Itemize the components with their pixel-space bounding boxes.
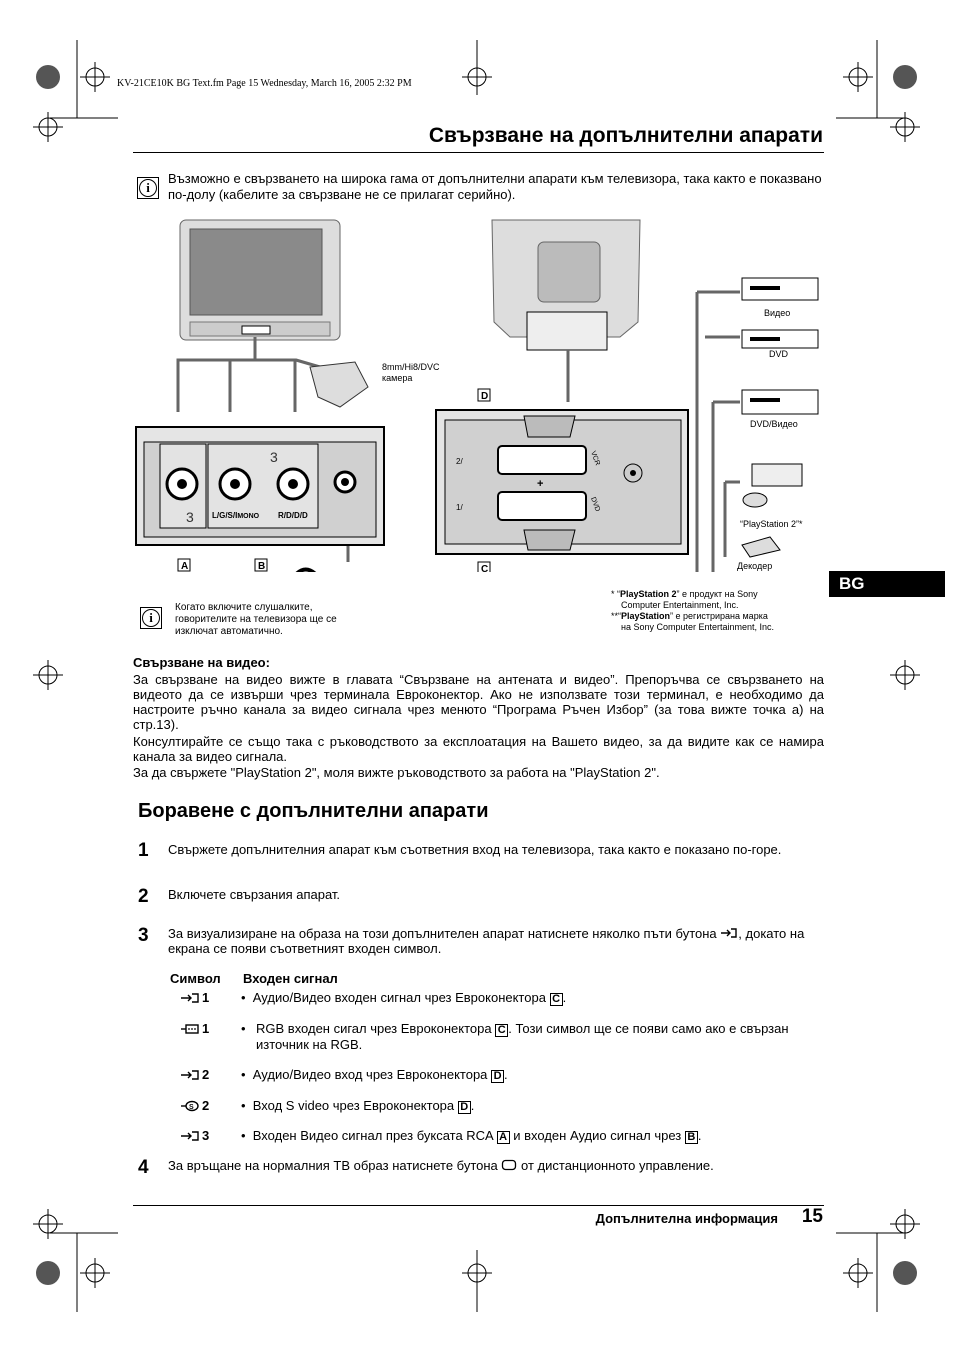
row-4-text: Вход S video чрез Евроконектора	[252, 1098, 455, 1113]
scart-2-label: 2/	[456, 457, 463, 466]
step-3-number: 3	[138, 925, 149, 946]
step-4-text	[168, 1158, 824, 1173]
row-5-symbol-num: 3	[202, 1128, 210, 1143]
fn1-prefix: * “	[611, 589, 620, 599]
row-2-end: . Този символ ще се появи само ако е свързан източник на RGB.	[256, 1021, 789, 1052]
row-1-end: .	[562, 990, 567, 1005]
table-symbol-row-2	[180, 1021, 209, 1036]
scart-1-label: 1/	[456, 503, 463, 512]
video-paragraph-1: За свързване на видео вижте в главата “Свързване на антената и видео”. Препоръчва се свързването на видеото да се извърши чрез терминала Евроконектор. Ако не използвате този терминал, е необходимо да настроите ръчно канала за видео сигнала чрез менюто “Програма Ръчен Избор” (за това вижте точка а) на стр.13).	[133, 672, 824, 732]
device-decoder-label: Декодер	[737, 561, 773, 571]
step-3-text-a: За визуализиране на образа на този допълнителен апарат натиснете няколко пъти бутона	[168, 926, 717, 941]
row-4-connector: D	[458, 1101, 471, 1114]
svg-text:S: S	[189, 1103, 194, 1111]
row-5-end: .	[697, 1128, 702, 1143]
tv-front	[180, 220, 340, 340]
step-4-number: 4	[138, 1157, 149, 1178]
page-title: Свързване на допълнителни апарати	[428, 124, 823, 147]
headphones-note: Когато включите слушалките, говорителите на телевизора ще се изключат автоматично.	[175, 602, 337, 637]
plus-sign: +	[537, 478, 544, 490]
vcr-tag: VCR	[589, 450, 601, 467]
device-ps2-label: “PlayStation 2”*	[740, 519, 803, 529]
row-3-symbol-num: 2	[202, 1067, 210, 1082]
label-c: C	[481, 564, 489, 572]
rgb-input-icon	[180, 1023, 200, 1035]
table-symbol-row-4	[180, 1098, 209, 1113]
playstation-icon	[743, 464, 802, 507]
camcorder-label-1: 8mm/Hi8/DVC	[382, 362, 440, 372]
row-1-symbol-num: 1	[202, 990, 210, 1005]
step-1-text: Свържете допълнителния апарат към съответния вход на телевизора, така както е показано по-горе.	[168, 842, 782, 857]
headphones-info-icon	[140, 607, 162, 629]
input-source-icon	[720, 927, 738, 939]
headphones-info-glyph: i	[142, 609, 160, 627]
jack-label-left-main: L/G/S/I	[212, 511, 238, 520]
row-1-text: Аудио/Видео входен сигнал чрез Евроконектора	[252, 990, 546, 1005]
device-dvd-icon	[742, 330, 818, 348]
device-dvd-video-label: DVD/Видео	[750, 419, 798, 429]
video-paragraph-3: За да свържете "PlayStation 2", моля вижте ръководството за работа на "PlayStation 2".	[133, 765, 660, 780]
rear-panel	[436, 410, 688, 554]
row-3-end: .	[504, 1067, 508, 1082]
table-row-1: • Аудио/Видео входен сигнал чрез Евроконектора C .	[241, 990, 567, 1005]
step-4-text-a: За връщане на нормалния ТВ образ натиснете бутона	[168, 1158, 498, 1173]
row-2-connector: C	[495, 1024, 508, 1037]
table-symbol-row-1	[180, 990, 209, 1005]
camcorder	[310, 362, 368, 407]
input3-symbol-top: 3	[270, 449, 278, 465]
step-3-text-b: , докато на екрана се появи съответният входен символ.	[168, 926, 805, 956]
row-4-end: .	[470, 1098, 475, 1113]
fn1-line2: Computer Entertainment, Inc.	[621, 600, 739, 610]
fn2-prefix: **“	[611, 611, 622, 621]
fn1-rest: ” е продукт на Sony	[676, 589, 758, 599]
device-video-label: Видео	[764, 308, 791, 318]
av-input-icon-3	[180, 1130, 200, 1142]
row-2-symbol-num: 1	[202, 1021, 210, 1036]
connection-diagram	[130, 212, 830, 572]
row-3-text: Аудио/Видео вход чрез Евроконектора	[252, 1067, 488, 1082]
step-2-number: 2	[138, 886, 149, 907]
video-paragraph-2: Консултирайте се също така с ръководството за експлоатация на Вашето видео, за да видите как се намира канала за видео сигнала.	[133, 734, 824, 764]
decoder-icon	[742, 537, 780, 557]
input3-symbol-left: 3	[186, 509, 194, 525]
label-d: D	[481, 391, 489, 402]
footer-section-label: Допълнителна информация	[595, 1211, 778, 1226]
svideo-input-icon	[180, 1100, 200, 1112]
fn2-bold: PlayStation	[621, 611, 671, 621]
footnotes	[611, 589, 821, 633]
row-1-connector: C	[550, 993, 563, 1006]
table-row-3: • Аудио/Видео вход чрез Евроконектора D .	[241, 1067, 508, 1082]
video-heading: Свързване на видео:	[133, 655, 270, 670]
table-header-symbol: Символ	[170, 971, 221, 986]
footnote-2	[611, 611, 821, 622]
table-row-4: • Вход S video чрез Евроконектора D .	[241, 1098, 475, 1113]
footnote-1	[611, 589, 821, 600]
row-4-symbol-num: 2	[202, 1098, 210, 1113]
step-4-text-b: от дистанционното управление.	[521, 1158, 714, 1173]
footer-rule	[133, 1205, 824, 1206]
step-2-text: Включете свързания апарат.	[168, 887, 341, 902]
device-dvd-video-icon	[742, 390, 818, 414]
step-3-text	[168, 926, 824, 956]
label-a: A	[181, 561, 189, 572]
language-tab: BG	[829, 571, 945, 597]
camcorder-label-2: камера	[382, 373, 413, 383]
fn2-rest: ” е регистрирана марка	[670, 611, 768, 621]
front-panel	[136, 427, 384, 545]
jack-label-left-mono: MONO	[237, 513, 260, 520]
jack-label-right: R/D/D/D	[278, 511, 308, 520]
fn2-line2: на Sony Computer Entertainment, Inc.	[621, 622, 775, 632]
tv-button-icon	[501, 1159, 517, 1171]
step-1-number: 1	[138, 840, 149, 861]
row-5-connector-a: A	[497, 1131, 510, 1144]
table-header-input: Входен сигнал	[243, 971, 338, 986]
fn1-bold: PlayStation 2	[620, 589, 677, 599]
headphones-icon	[280, 570, 333, 573]
row-5-mid: и входен Аудио сигнал чрез	[513, 1128, 682, 1143]
file-header: KV-21CE10K BG Text.fm Page 15 Wednesday, March 16, 2005 2:32 PM	[117, 78, 412, 89]
table-symbol-row-5	[180, 1128, 209, 1143]
row-3-connector: D	[491, 1070, 504, 1083]
page-number: 15	[801, 1206, 823, 1227]
info-icon	[137, 177, 159, 199]
label-b: B	[258, 561, 266, 572]
title-rule	[133, 152, 824, 153]
table-symbol-row-3	[180, 1067, 209, 1082]
section-title: Боравене с допълнителни апарати	[138, 800, 489, 822]
intro-text: Възможно е свързването на широка гама от допълнителни апарати към телевизора, така както е показвано по-долу (кабелите за свързване не се прилагат серийно).	[168, 171, 822, 202]
jack-label-left	[212, 511, 260, 520]
av-input-icon-2	[180, 1069, 200, 1081]
device-video-icon	[742, 278, 818, 300]
dvd-tag: DVD	[589, 496, 601, 513]
table-row-2: • RGB входен сигал чрез Евроконектора C . Този символ ще се появи само ако е свързан източник на RGB.	[241, 1021, 789, 1052]
row-2-text: RGB входен сигал чрез Евроконектора	[256, 1021, 492, 1036]
row-5-connector-b: B	[685, 1131, 698, 1144]
row-5-text: Входен Видео сигнал през буксата RCA	[252, 1128, 494, 1143]
av-input-icon	[180, 992, 200, 1004]
info-icon-glyph: i	[139, 179, 157, 197]
table-row-5: • Входен Видео сигнал през буксата RCA A и входен Аудио сигнал чрез B .	[241, 1128, 702, 1143]
tv-rear	[492, 220, 640, 350]
device-dvd-label: DVD	[769, 349, 789, 359]
